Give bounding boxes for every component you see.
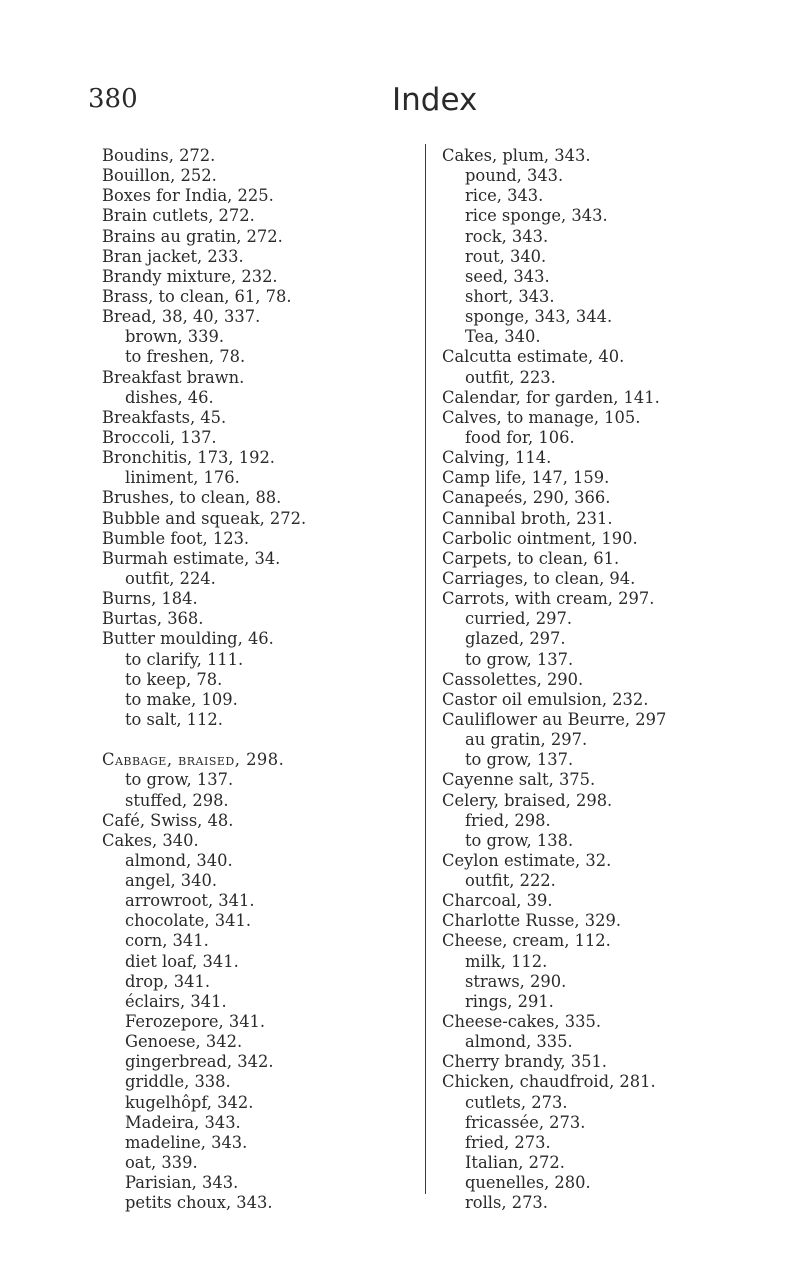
index-subentry: corn, 341. bbox=[125, 931, 209, 951]
index-subentry: stuffed, 298. bbox=[125, 790, 229, 810]
index-subentry: drop, 341. bbox=[125, 971, 211, 991]
index-subentry: to salt, 112. bbox=[125, 709, 223, 729]
index-subentry: outfit, 224. bbox=[125, 568, 216, 588]
index-subentry: rice, 343. bbox=[465, 186, 544, 206]
index-subentry: Ferozepore, 341. bbox=[125, 1012, 266, 1032]
index-subentry: griddle, 338. bbox=[125, 1072, 231, 1092]
index-entry: Chicken, chaudfroid, 281. bbox=[442, 1072, 656, 1092]
index-column-left bbox=[102, 146, 402, 1213]
index-subentry: fried, 298. bbox=[465, 810, 551, 830]
index-subentry: to grow, 138. bbox=[465, 830, 574, 850]
page-number: 380 bbox=[88, 84, 138, 114]
index-entry: Boudins, 272. bbox=[102, 146, 216, 165]
index-subentry: to grow, 137. bbox=[465, 649, 574, 669]
index-entry: Brass, to clean, 61, 78. bbox=[102, 286, 292, 306]
index-subentry: pound, 343. bbox=[465, 166, 564, 186]
index-subentry: fried, 273. bbox=[465, 1132, 551, 1152]
index-subentry: outfit, 223. bbox=[465, 367, 556, 387]
index-entry: Burtas, 368. bbox=[102, 609, 204, 629]
index-entry: Boxes for India, 225. bbox=[102, 186, 274, 206]
index-subentry: madeline, 343. bbox=[125, 1132, 248, 1152]
index-subentry: rout, 340. bbox=[465, 246, 547, 266]
index-entry: Bouillon, 252. bbox=[102, 166, 217, 186]
index-entry: Brushes, to clean, 88. bbox=[102, 488, 282, 508]
index-entry: Cabbage, braised, 298. bbox=[102, 750, 285, 770]
index-subentry: oat, 339. bbox=[125, 1153, 198, 1173]
index-entry: Bread, 38, 40, 337. bbox=[102, 307, 261, 327]
index-subentry: Tea, 340. bbox=[465, 327, 541, 347]
index-subentry: fricassée, 273. bbox=[465, 1112, 586, 1132]
index-entry: Burmah estimate, 34. bbox=[102, 548, 281, 568]
index-subentry: arrowroot, 341. bbox=[125, 891, 255, 911]
column-divider bbox=[425, 144, 426, 1194]
index-entry: Carriages, to clean, 94. bbox=[442, 568, 636, 588]
index-subentry: cutlets, 273. bbox=[465, 1092, 568, 1112]
index-subentry: au gratin, 297. bbox=[465, 730, 588, 750]
index-subentry: to freshen, 78. bbox=[125, 347, 246, 367]
index-subentry: outfit, 222. bbox=[465, 871, 556, 891]
index-entry: Charcoal, 39. bbox=[442, 891, 553, 911]
index-subentry: éclairs, 341. bbox=[125, 991, 227, 1011]
index-subentry: quenelles, 280. bbox=[465, 1173, 591, 1193]
index-entry: Calcutta estimate, 40. bbox=[442, 347, 625, 367]
index-entry: Ceylon estimate, 32. bbox=[442, 850, 612, 870]
index-entry: Bran jacket, 233. bbox=[102, 246, 244, 266]
index-entry: Burns, 184. bbox=[102, 589, 198, 609]
index-entry: Brains au gratin, 272. bbox=[102, 226, 283, 246]
index-entry: Bumble foot, 123. bbox=[102, 528, 250, 548]
index-subentry: petits choux, 343. bbox=[125, 1193, 273, 1213]
index-entry: Butter moulding, 46. bbox=[102, 629, 274, 649]
index-entry: Cheese-cakes, 335. bbox=[442, 1012, 601, 1032]
index-entry: Bubble and squeak, 272. bbox=[102, 508, 307, 528]
index-entry: Carpets, to clean, 61. bbox=[442, 548, 620, 568]
index-subentry: glazed, 297. bbox=[465, 629, 566, 649]
index-subentry: to keep, 78. bbox=[125, 669, 223, 689]
index-subentry: rock, 343. bbox=[465, 226, 549, 246]
index-entry: Calendar, for garden, 141. bbox=[442, 387, 660, 407]
index-entry: Breakfasts, 45. bbox=[102, 407, 227, 427]
index-subentry: to grow, 137. bbox=[465, 750, 574, 770]
index-entry: Cakes, 340. bbox=[102, 830, 199, 850]
index-column-right bbox=[442, 146, 772, 1213]
index-entry: Cauliflower au Beurre, 297 bbox=[442, 709, 667, 729]
index-subentry: chocolate, 341. bbox=[125, 911, 252, 931]
index-entry: Broccoli, 137. bbox=[102, 427, 217, 447]
index-entry: Breakfast brawn. bbox=[102, 367, 245, 387]
index-subentry: food for, 106. bbox=[465, 427, 575, 447]
index-entry: Canapeés, 290, 366. bbox=[442, 488, 611, 508]
index-entry: Cherry brandy, 351. bbox=[442, 1052, 607, 1072]
index-subentry: brown, 339. bbox=[125, 327, 225, 347]
index-entry: Celery, braised, 298. bbox=[442, 790, 613, 810]
running-head: Index bbox=[392, 82, 478, 118]
index-entry: Bronchitis, 173, 192. bbox=[102, 448, 275, 468]
index-subentry: to grow, 137. bbox=[125, 770, 234, 790]
index-subentry: rings, 291. bbox=[465, 991, 554, 1011]
index-entry: Cannibal broth, 231. bbox=[442, 508, 613, 528]
index-subentry: rolls, 273. bbox=[465, 1193, 548, 1213]
index-entry: Castor oil emulsion, 232. bbox=[442, 689, 649, 709]
index-subentry: rice sponge, 343. bbox=[465, 206, 608, 226]
index-subentry: to make, 109. bbox=[125, 689, 238, 709]
index-subentry: dishes, 46. bbox=[125, 387, 214, 407]
index-subentry: diet loaf, 341. bbox=[125, 951, 239, 971]
index-entry: Calving, 114. bbox=[442, 448, 552, 468]
index-entry: Charlotte Russe, 329. bbox=[442, 911, 622, 931]
index-subentry: seed, 343. bbox=[465, 266, 550, 286]
index-entry: Cassolettes, 290. bbox=[442, 669, 584, 689]
index-subentry: almond, 335. bbox=[465, 1032, 573, 1052]
index-subentry: Madeira, 343. bbox=[125, 1112, 241, 1132]
index-entry: Carbolic ointment, 190. bbox=[442, 528, 638, 548]
blank-line bbox=[102, 730, 402, 750]
index-subentry: straws, 290. bbox=[465, 971, 567, 991]
index-subentry: to clarify, 111. bbox=[125, 649, 244, 669]
index-subentry: short, 343. bbox=[465, 286, 555, 306]
index-subentry: sponge, 343, 344. bbox=[465, 307, 613, 327]
index-subentry: Genoese, 342. bbox=[125, 1032, 243, 1052]
index-entry: Carrots, with cream, 297. bbox=[442, 589, 655, 609]
index-subentry: Italian, 272. bbox=[465, 1153, 565, 1173]
index-subentry: milk, 112. bbox=[465, 951, 548, 971]
index-subentry: gingerbread, 342. bbox=[125, 1052, 274, 1072]
index-subentry: kugelhôpf, 342. bbox=[125, 1092, 254, 1112]
index-entry: Café, Swiss, 48. bbox=[102, 810, 234, 830]
index-entry: Cheese, cream, 112. bbox=[442, 931, 611, 951]
index-entry: Calves, to manage, 105. bbox=[442, 407, 641, 427]
index-entry: Brandy mixture, 232. bbox=[102, 266, 278, 286]
index-entry: Brain cutlets, 272. bbox=[102, 206, 255, 226]
index-subentry: Parisian, 343. bbox=[125, 1173, 239, 1193]
index-subentry: angel, 340. bbox=[125, 871, 218, 891]
index-subentry: almond, 340. bbox=[125, 850, 233, 870]
index-entry: Cayenne salt, 375. bbox=[442, 770, 596, 790]
index-subentry: curried, 297. bbox=[465, 609, 573, 629]
index-entry: Cakes, plum, 343. bbox=[442, 146, 591, 165]
index-subentry: liniment, 176. bbox=[125, 468, 240, 488]
index-entry: Camp life, 147, 159. bbox=[442, 468, 610, 488]
